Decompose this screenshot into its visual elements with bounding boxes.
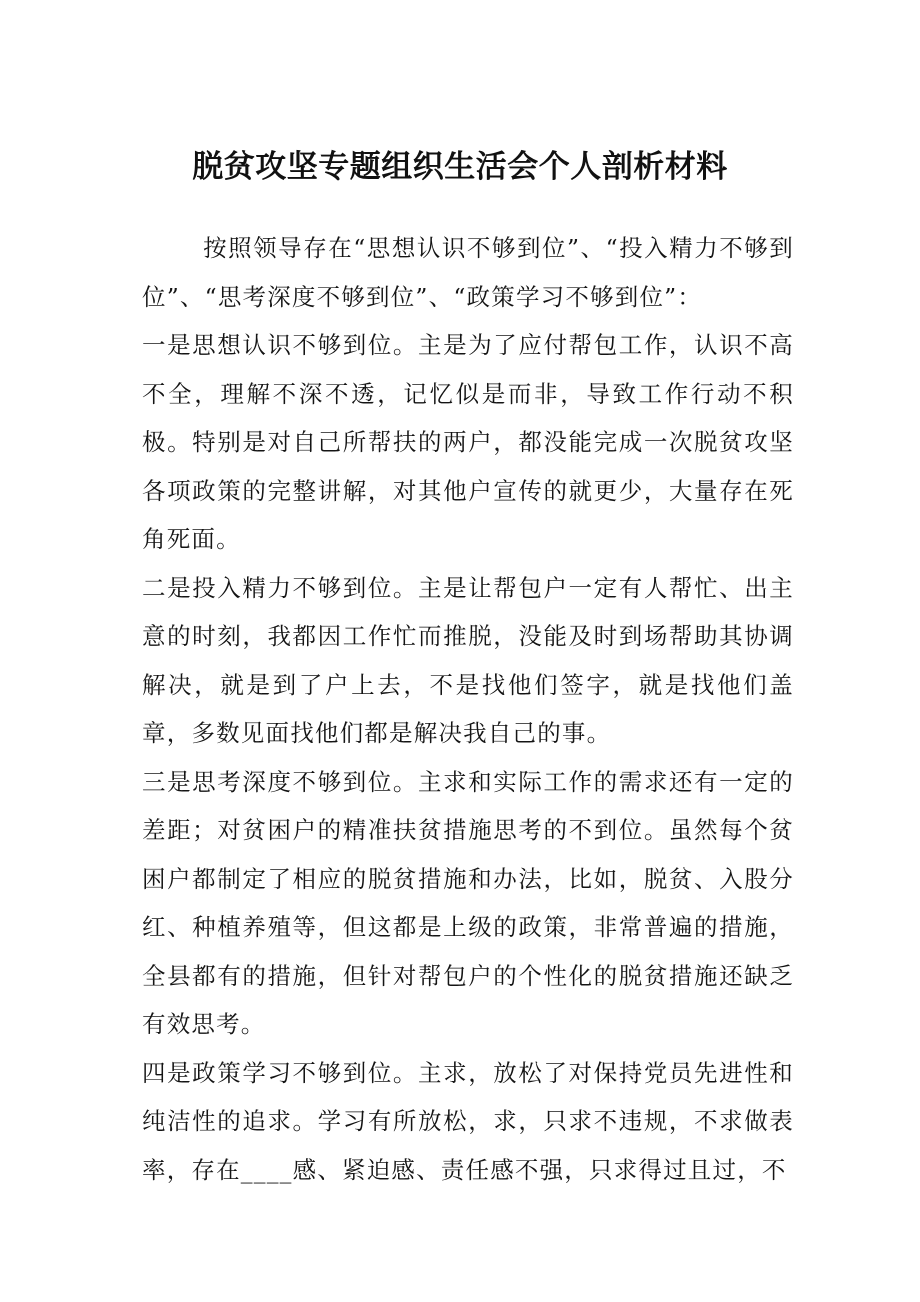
point-one-paragraph: 一是思想认识不够到位。主是为了应付帮包工作，认识不高不全，理解不深不透，记忆似是而非，导致工作行动不积极。特别是对自己所帮扶的两户，都没能完成一次脱贫攻坚各项政策的完整讲解，对其他户宣传的就更少，大量存在死角死面。	[142, 331, 794, 553]
document-body	[142, 224, 794, 1194]
point-four-paragraph: 四是政策学习不够到位。主求，放松了对保持党员先进性和纯洁性的追求。学习有所放松，求，只求不违规，不求做表率，存在____感、紧迫感、责任感不强，只求得过且过，不	[142, 1058, 794, 1184]
intro-paragraph: 按照领导存在“思想认识不够到位”、“投入精力不够到位”、“思考深度不够到位”、“政策学习不够到位”：	[142, 234, 794, 311]
point-three-paragraph: 三是思考深度不够到位。主求和实际工作的需求还有一定的差距；对贫困户的精准扶贫措施思考的不到位。虽然每个贫困户都制定了相应的脱贫措施和办法，比如，脱贫、入股分红、种植养殖等，但这都是上级的政策，非常普遍的措施，全县都有的措施，但针对帮包户的个性化的脱贫措施还缺乏有效思考。	[142, 767, 794, 1038]
document-title: 脱贫攻坚专题组织生活会个人剖析材料	[192, 149, 728, 185]
point-two-paragraph: 二是投入精力不够到位。主是让帮包户一定有人帮忙、出主意的时刻，我都因工作忙而推脱，没能及时到场帮助其协调解决，就是到了户上去，不是找他们签字，就是找他们盖章，多数见面找他们都是解决我自己的事。	[142, 573, 794, 747]
